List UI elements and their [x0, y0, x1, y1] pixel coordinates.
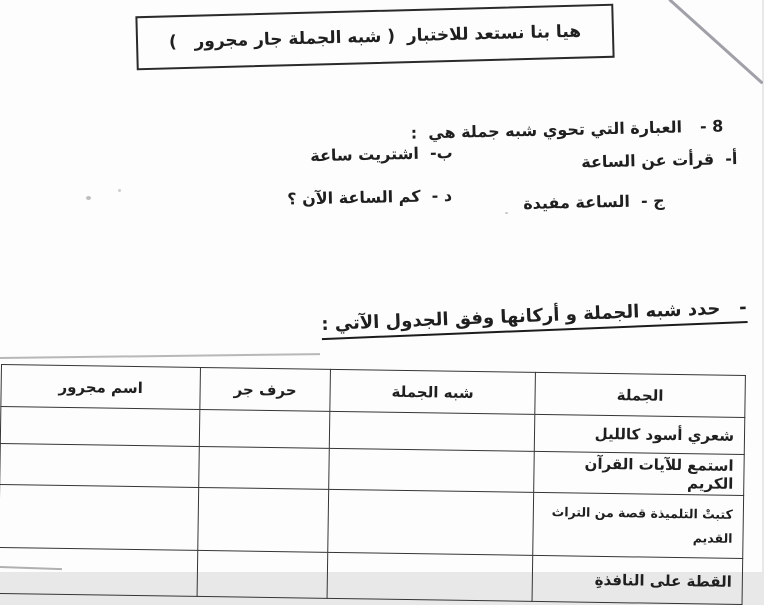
phrase-cell [329, 411, 535, 451]
preposition-cell [199, 446, 330, 489]
option-a: أ- قرأت عن الساعة [580, 149, 738, 172]
option-d: د - كم الساعة الآن ؟ [287, 186, 453, 209]
column-header-preposition: حرف جر [200, 367, 331, 411]
title-text: هيا بنا نستعد للاختبار ( شبه الجملة جار مجرور ) [168, 21, 582, 53]
phrase-cell [329, 448, 535, 492]
scan-speck [505, 212, 508, 214]
sentence-cell: شعري أسود كالليل [534, 414, 745, 454]
section-heading [321, 297, 747, 335]
column-header-phrase: شبه الجملة [330, 369, 536, 414]
section-heading-text: - حدد شبه الجملة و أركانها وفق الجدول الآتي : [321, 297, 747, 340]
noun-cell [0, 443, 199, 487]
question-text: العبارة التي تحوي شبه جملة هي : [410, 117, 683, 143]
grammar-table [0, 364, 746, 605]
scan-ghost-line [0, 353, 320, 358]
scan-speck [118, 189, 121, 192]
title-box [135, 4, 614, 70]
noun-cell [0, 484, 199, 550]
sentence-cell: استمع للآيات القرآن الكريم [534, 451, 745, 495]
column-header-sentence: الجملة [535, 372, 746, 417]
corner-fold-line [668, 0, 764, 85]
column-header-noun: اسم مجرور [1, 365, 201, 410]
table-row [0, 484, 744, 558]
option-c: ج - الساعة مفيدة [523, 191, 666, 213]
phrase-cell [328, 489, 534, 555]
table-row [0, 547, 743, 604]
preposition-cell [198, 487, 329, 552]
option-b: ب- اشتريت ساعة [309, 143, 453, 166]
sentence-cell: القطة على النافذةِ [532, 555, 743, 604]
noun-cell [0, 547, 198, 596]
sentence-cell: كتبتْ التلميذة قصة من التراث القديم [533, 492, 744, 558]
noun-cell [0, 407, 200, 447]
scan-speck [86, 196, 91, 200]
question-number: 8 - [699, 116, 724, 137]
preposition-cell [199, 409, 330, 448]
phrase-cell [327, 552, 533, 601]
preposition-cell [197, 550, 328, 598]
